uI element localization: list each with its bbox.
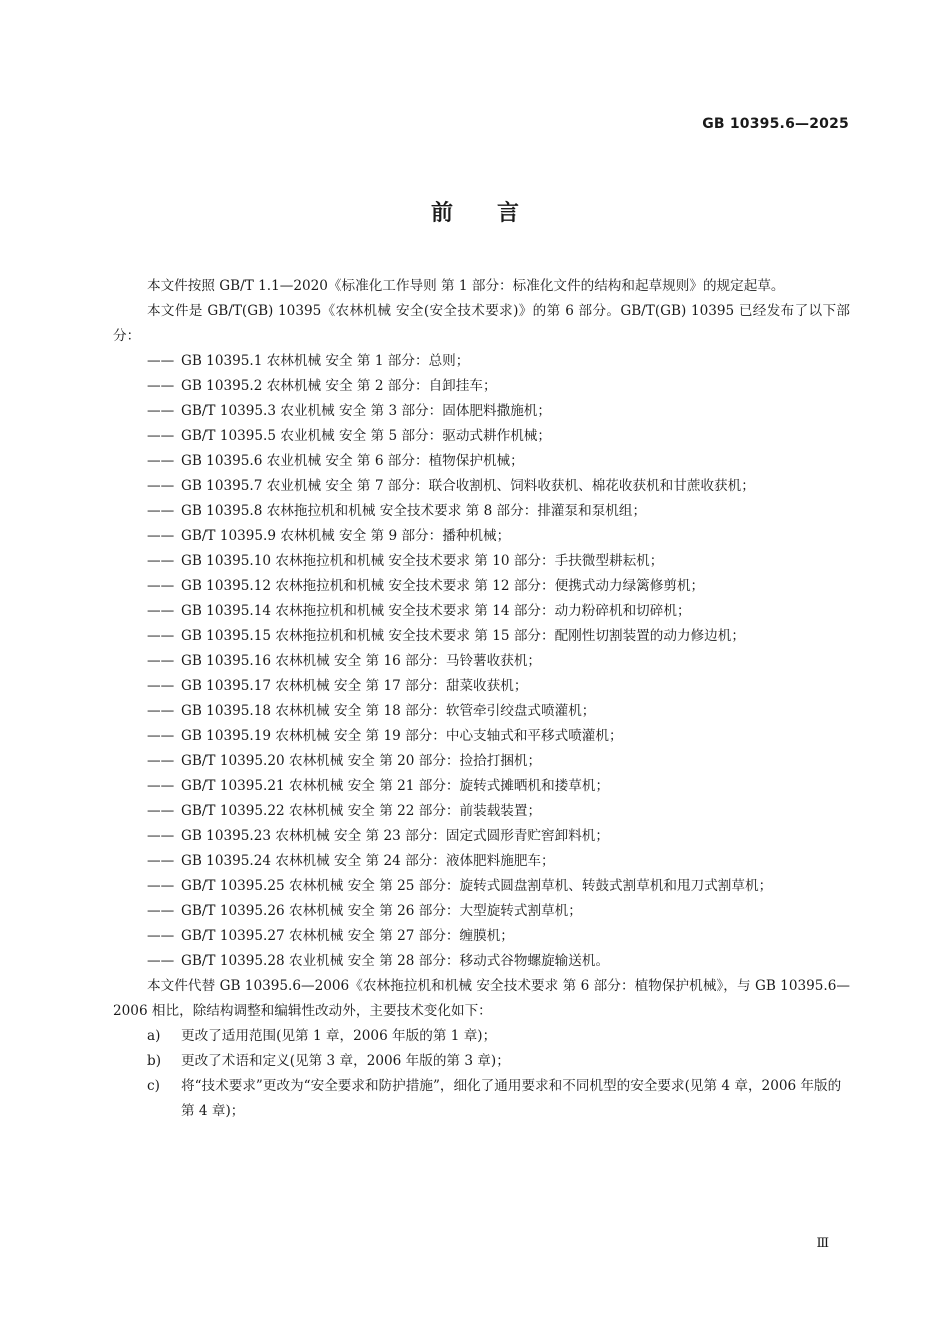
replacement-paragraph: 本文件代替 GB 10395.6—2006《农林拖拉机和机械 安全技术要求 第 6 部分：植物保护机械》，与 GB 10395.6—2006 相比，除结构调整和编辑性改动外，主要技术变化如下： <box>113 978 850 1019</box>
list-item-text: GB 10395.15 农林拖拉机和机械 安全技术要求 第 15 部分：配刚性切割装置的动力修边机； <box>181 628 745 644</box>
list-item <box>113 849 850 874</box>
change-item-text: 更改了术语和定义(见第 3 章，2006 年版的第 3 章)； <box>181 1053 510 1069</box>
change-item <box>113 1049 850 1074</box>
dash-marker: —— <box>147 603 175 619</box>
list-item-text: GB 10395.24 农林机械 安全 第 24 部分：液体肥料施肥车； <box>181 853 555 869</box>
dash-marker: —— <box>147 478 175 494</box>
list-item <box>113 774 850 799</box>
dash-marker: —— <box>147 853 175 869</box>
change-item <box>113 1024 850 1049</box>
list-item <box>113 499 850 524</box>
dash-marker: —— <box>147 578 175 594</box>
page-number: Ⅲ <box>816 1236 829 1251</box>
change-item-label: a) <box>147 1028 161 1044</box>
dash-marker: —— <box>147 928 175 944</box>
parts-list <box>113 349 850 974</box>
list-item-text: GB 10395.14 农林拖拉机和机械 安全技术要求 第 14 部分：动力粉碎机和切碎机； <box>181 603 691 619</box>
list-item-text: GB 10395.16 农林机械 安全 第 16 部分：马铃薯收获机； <box>181 653 542 669</box>
dash-marker: —— <box>147 428 175 444</box>
dash-marker: —— <box>147 653 175 669</box>
list-item <box>113 649 850 674</box>
list-item <box>113 449 850 474</box>
dash-marker: —— <box>147 503 175 519</box>
list-item <box>113 924 850 949</box>
dash-marker: —— <box>147 803 175 819</box>
list-item-text: GB 10395.6 农业机械 安全 第 6 部分：植物保护机械； <box>181 453 524 469</box>
list-item <box>113 624 850 649</box>
change-item <box>113 1074 850 1124</box>
dash-marker: —— <box>147 878 175 894</box>
dash-marker: —— <box>147 403 175 419</box>
list-item-text: GB/T 10395.27 农林机械 安全 第 27 部分：缠膜机； <box>181 928 514 944</box>
list-item-text: GB 10395.18 农林机械 安全 第 18 部分：软管牵引绞盘式喷灌机； <box>181 703 596 719</box>
dash-marker: —— <box>147 353 175 369</box>
list-item-text: GB/T 10395.25 农林机械 安全 第 25 部分：旋转式圆盘割草机、转鼓式割草机和甩刀式割草机； <box>181 878 773 894</box>
list-item-text: GB 10395.23 农林机械 安全 第 23 部分：固定式圆形青贮窖卸料机； <box>181 828 609 844</box>
list-item-text: GB/T 10395.22 农林机械 安全 第 22 部分：前装载装置； <box>181 803 542 819</box>
foreword-body <box>113 274 850 1124</box>
dash-marker: —— <box>147 778 175 794</box>
list-item-text: GB 10395.19 农林机械 安全 第 19 部分：中心支轴式和平移式喷灌机； <box>181 728 623 744</box>
dash-marker: —— <box>147 378 175 394</box>
list-item-text: GB/T 10395.20 农林机械 安全 第 20 部分：捡拾打捆机； <box>181 753 542 769</box>
list-item <box>113 899 850 924</box>
change-item-text: 将“技术要求”更改为“安全要求和防护措施”，细化了通用要求和不同机型的安全要求(见第 4 章，2006 年版的第 4 章)； <box>181 1078 842 1119</box>
dash-marker: —— <box>147 903 175 919</box>
list-item <box>113 874 850 899</box>
list-item-text: GB 10395.17 农林机械 安全 第 17 部分：甜菜收获机； <box>181 678 528 694</box>
dash-marker: —— <box>147 753 175 769</box>
intro-paragraph-1: 本文件按照 GB/T 1.1—2020《标准化工作导则 第 1 部分：标准化文件的结构和起草规则》的规定起草。 <box>147 278 785 294</box>
list-item <box>113 749 850 774</box>
list-item-text: GB/T 10395.26 农林机械 安全 第 26 部分：大型旋转式割草机； <box>181 903 582 919</box>
dash-marker: —— <box>147 528 175 544</box>
dash-marker: —— <box>147 678 175 694</box>
list-item <box>113 424 850 449</box>
change-item-label: c) <box>147 1078 160 1094</box>
list-item <box>113 724 850 749</box>
changes-list <box>113 1024 850 1124</box>
list-item <box>113 374 850 399</box>
list-item-text: GB/T 10395.9 农林机械 安全 第 9 部分：播种机械； <box>181 528 511 544</box>
change-item-text: 更改了适用范围(见第 1 章，2006 年版的第 1 章)； <box>181 1028 497 1044</box>
standard-number: GB 10395.6—2025 <box>702 116 849 132</box>
dash-marker: —— <box>147 953 175 969</box>
list-item <box>113 524 850 549</box>
list-item-text: GB 10395.8 农林拖拉机和机械 安全技术要求 第 8 部分：排灌泵和泵机组； <box>181 503 647 519</box>
list-item-text: GB 10395.12 农林拖拉机和机械 安全技术要求 第 12 部分：便携式动力绿篱修剪机； <box>181 578 705 594</box>
list-item-text: GB/T 10395.5 农业机械 安全 第 5 部分：驱动式耕作机械； <box>181 428 551 444</box>
dash-marker: —— <box>147 828 175 844</box>
list-item <box>113 949 850 974</box>
list-item <box>113 824 850 849</box>
list-item-text: GB 10395.1 农林机械 安全 第 1 部分：总则； <box>181 353 470 369</box>
change-item-label: b) <box>147 1053 162 1069</box>
list-item <box>113 349 850 374</box>
list-item-text: GB/T 10395.28 农业机械 安全 第 28 部分：移动式谷物螺旋输送机。 <box>181 953 610 969</box>
list-item <box>113 599 850 624</box>
list-item-text: GB 10395.7 农业机械 安全 第 7 部分：联合收割机、饲料收获机、棉花收获机和甘蔗收获机； <box>181 478 755 494</box>
list-item <box>113 474 850 499</box>
list-item <box>113 674 850 699</box>
list-item-text: GB/T 10395.21 农林机械 安全 第 21 部分：旋转式摊晒机和搂草机； <box>181 778 610 794</box>
intro-paragraph-2: 本文件是 GB/T(GB) 10395《农林机械 安全(安全技术要求)》的第 6 部分。GB/T(GB) 10395 已经发布了以下部分： <box>113 303 850 344</box>
dash-marker: —— <box>147 728 175 744</box>
list-item <box>113 399 850 424</box>
dash-marker: —— <box>147 453 175 469</box>
list-item <box>113 549 850 574</box>
list-item-text: GB/T 10395.3 农业机械 安全 第 3 部分：固体肥料撒施机； <box>181 403 551 419</box>
list-item-text: GB 10395.10 农林拖拉机和机械 安全技术要求 第 10 部分：手扶微型耕耘机； <box>181 553 664 569</box>
dash-marker: —— <box>147 553 175 569</box>
list-item <box>113 799 850 824</box>
list-item-text: GB 10395.2 农林机械 安全 第 2 部分：自卸挂车； <box>181 378 497 394</box>
list-item <box>113 699 850 724</box>
dash-marker: —— <box>147 628 175 644</box>
list-item <box>113 574 850 599</box>
dash-marker: —— <box>147 703 175 719</box>
page-title: 前言 <box>430 201 563 226</box>
